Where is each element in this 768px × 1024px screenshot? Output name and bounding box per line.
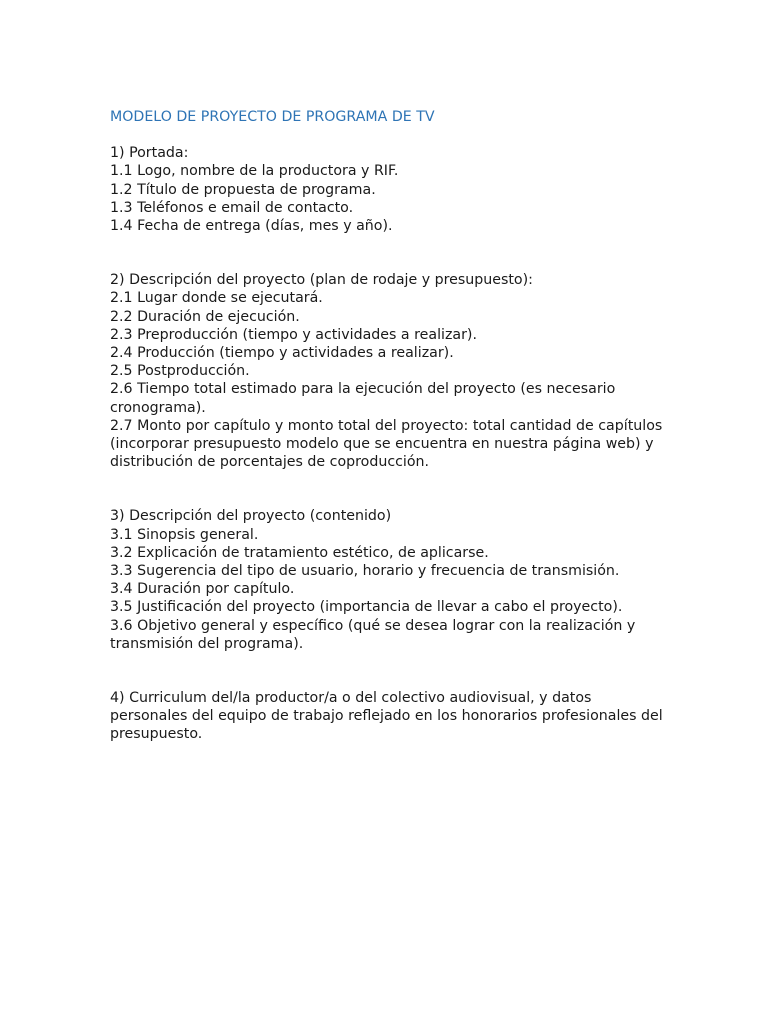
section-descripcion-contenido: [110, 507, 670, 653]
list-item: 2.3 Preproducción (tiempo y actividades a realizar).: [110, 326, 477, 343]
list-item: 1.1 Logo, nombre de la productora y RIF.: [110, 163, 399, 180]
section-heading: 1) Portada:: [110, 145, 189, 162]
list-item: 2.4 Producción (tiempo y actividades a realizar).: [110, 345, 454, 362]
list-item: 3.3 Sugerencia del tipo de usuario, horario y frecuencia de transmisión.: [110, 563, 620, 580]
section-portada: [110, 144, 670, 235]
list-item: 3.4 Duración por capítulo.: [110, 581, 295, 598]
list-item: 1.3 Teléfonos e email de contacto.: [110, 199, 354, 216]
document-page: [110, 108, 670, 744]
list-item: 2.6 Tiempo total estimado para la ejecución del proyecto (es necesario cronograma).: [110, 381, 616, 416]
list-item: 2.1 Lugar donde se ejecutará.: [110, 290, 323, 307]
list-item: 2.7 Monto por capítulo y monto total del proyecto: total cantidad de capítulos (incorporar presupuesto modelo que se encuentra en nuestra página web) y distribución de porcentajes de coproducción.: [110, 417, 663, 471]
list-item: 1.2 Título de propuesta de programa.: [110, 181, 376, 198]
list-item: 3.2 Explicación de tratamiento estético, de aplicarse.: [110, 544, 489, 561]
list-item: 3.6 Objetivo general y específico (qué se desea lograr con la realización y transmisión del programa).: [110, 617, 636, 652]
list-item: 3.5 Justificación del proyecto (importancia de llevar a cabo el proyecto).: [110, 599, 623, 616]
list-item: 1.4 Fecha de entrega (días, mes y año).: [110, 218, 393, 235]
section-heading: 2) Descripción del proyecto (plan de rodaje y presupuesto):: [110, 272, 533, 289]
section-heading: 4) Curriculum del/la productor/a o del colectivo audiovisual, y datos personales del equipo de trabajo reflejado en los honorarios profesionales del presupuesto.: [110, 690, 663, 743]
document-title: MODELO DE PROYECTO DE PROGRAMA DE TV: [110, 109, 435, 125]
list-item: 2.5 Postproducción.: [110, 363, 250, 380]
section-curriculum: [110, 689, 670, 744]
section-descripcion-plan: [110, 271, 670, 471]
list-item: 2.2 Duración de ejecución.: [110, 308, 300, 325]
section-heading: 3) Descripción del proyecto (contenido): [110, 508, 392, 525]
list-item: 3.1 Sinopsis general.: [110, 526, 259, 543]
